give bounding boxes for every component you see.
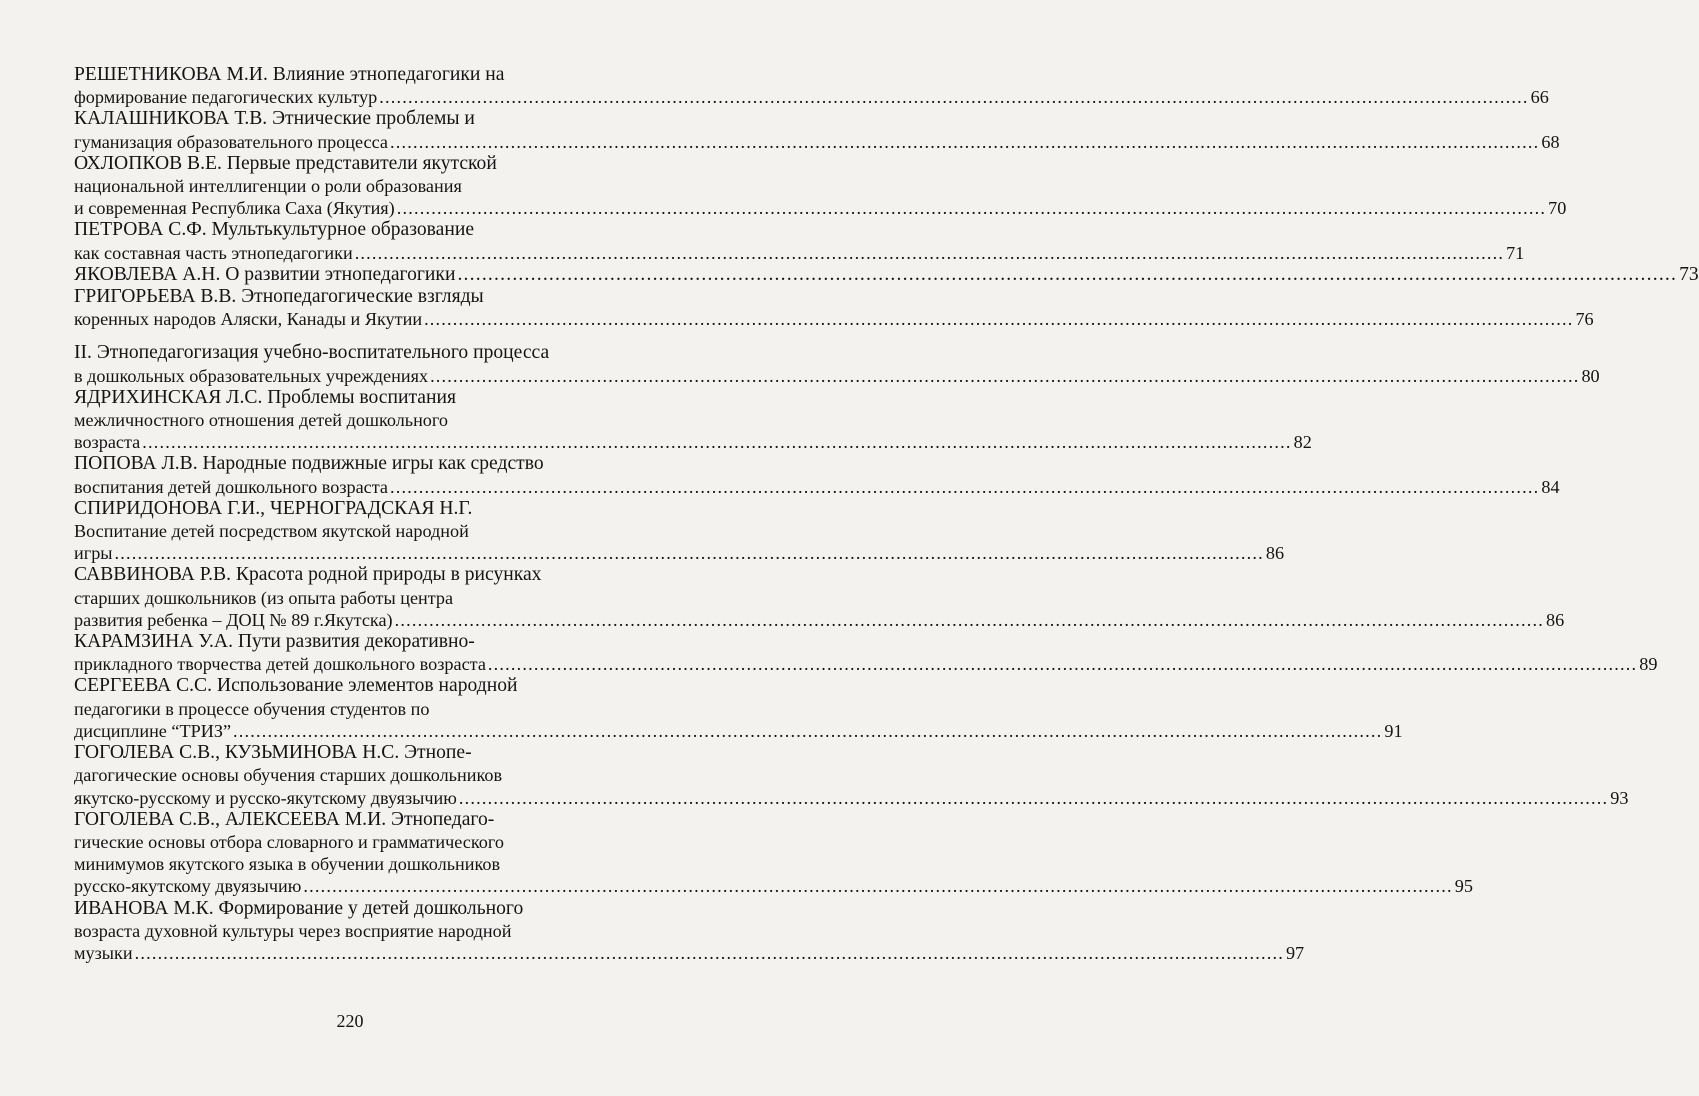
toc-entry-last-line (74, 308, 1594, 330)
toc-entry-text: якутско-русскому и русско-якутскому двуязычию (74, 787, 457, 808)
dot-leader: ........................................................................................................................................................................................................ (390, 131, 1540, 152)
toc-page-number: 93 (1610, 787, 1629, 808)
toc-entry-line: старших дошкольников (из опыта работы центра (74, 587, 454, 608)
toc-page-number: 66 (1530, 87, 1549, 108)
toc-entry-line: ГОГОЛЕВА С.В., КУЗЬМИНОВА Н.С. Этнопе- (74, 742, 472, 764)
toc-entry (74, 219, 1525, 263)
toc-entry-text: развития ребенка – ДОЦ № 89 г.Якутска) (74, 609, 393, 630)
toc-page-number: 91 (1384, 720, 1403, 741)
toc-entry-line: ГОГОЛЕВА С.В., АЛЕКСЕЕВА М.И. Этнопедаго- (74, 808, 495, 830)
toc-entry-text: воспитания детей дошкольного возраста (74, 476, 388, 497)
toc-page-number: 82 (1293, 432, 1312, 453)
dot-leader: ........................................................................................................................................................................................................ (458, 787, 1609, 808)
toc-entry (74, 286, 1594, 330)
toc-page-number: 97 (1285, 942, 1305, 963)
toc-entry-line: КАЛАШНИКОВА Т.В. Этнические проблемы и (74, 108, 475, 130)
toc-entry-line: ЯДРИХИНСКАЯ Л.С. Проблемы воспитания (74, 386, 456, 408)
toc-entry (74, 497, 1285, 565)
toc-entry-line: РЕШЕТНИКОВА М.И. Влияние этнопедагогики на (74, 64, 505, 85)
toc-page-number: 68 (1541, 131, 1560, 152)
toc-entry-line: национальной интеллигенции о роли образования (74, 176, 462, 197)
toc-entry (74, 386, 1312, 454)
toc-entry-last-line (74, 431, 1312, 453)
toc-entry-line: II. Этнопедагогизация учебно-воспитательного процесса (74, 342, 550, 364)
toc-entry-text: музыки (74, 942, 133, 963)
toc-entry-line: ПЕТРОВА С.Ф. Мультькультурное образование (74, 219, 475, 241)
toc-entry-last-line (74, 197, 1567, 219)
toc-entry (74, 263, 1699, 286)
toc-entry-text: игры (74, 543, 113, 564)
toc-entry (74, 342, 1600, 386)
toc-entry-text: формирование педагогических культур (74, 87, 378, 108)
toc-entry-text: ЯКОВЛЕВА А.Н. О развитии этнопедагогики (74, 263, 456, 285)
toc-entry-line: минимумов якутского языка в обучении дошкольников (74, 854, 501, 875)
toc-entry-text: гуманизация образовательного процесса (74, 131, 388, 152)
toc-entry-last-line (74, 942, 1305, 964)
toc-entry (74, 64, 1549, 108)
toc-entry-line: дагогические основы обучения старших дошкольников (74, 765, 503, 786)
toc-entry (74, 897, 1305, 965)
toc-entry (74, 675, 1403, 742)
toc-page-number: 80 (1581, 365, 1600, 386)
toc-entry-text: дисциплине “ТРИЗ” (74, 720, 232, 741)
toc-entry-line: ОХЛОПКОВ В.Е. Первые представители якутской (74, 152, 497, 174)
toc-entry (74, 108, 1560, 152)
toc-entry-line: ПОПОВА Л.В. Народные подвижные игры как средство (74, 453, 544, 475)
dot-leader: ........................................................................................................................................................................................................ (142, 432, 1292, 453)
toc-entry-last-line (74, 263, 1699, 286)
toc-page-number: 76 (1575, 309, 1594, 330)
toc-entry-last-line (74, 242, 1525, 264)
toc-entry-line: ГРИГОРЬЕВА В.В. Этнопедагогические взгляды (74, 286, 484, 308)
dot-leader: ........................................................................................................................................................................................................ (114, 543, 1264, 564)
toc-entry-text: возраста (74, 432, 141, 453)
toc-entry-line: педагогики в процессе обучения студентов по (74, 698, 430, 719)
toc-entry-last-line (74, 365, 1600, 387)
toc-page-number: 95 (1454, 876, 1473, 897)
toc-entry (74, 808, 1473, 898)
dot-leader: ........................................................................................................................................................................................................ (379, 87, 1529, 108)
toc-entry-line: гические основы отбора словарного и грамматического (74, 831, 504, 852)
dot-leader: ........................................................................................................................................................................................................ (303, 876, 1453, 897)
toc-entry-last-line (74, 609, 1565, 631)
toc-page-number: 86 (1265, 543, 1285, 564)
toc-entry-text: прикладного творчества детей дошкольного возраста (74, 654, 486, 675)
dot-leader: ........................................................................................................................................................................................................ (430, 365, 1580, 386)
toc-entry (74, 564, 1565, 631)
dot-leader: ........................................................................................................................................................................................................ (487, 654, 1638, 675)
dot-leader: ........................................................................................................................................................................................................ (354, 242, 1505, 263)
toc-entry-last-line (74, 653, 1658, 675)
toc-entry-last-line (74, 787, 1629, 809)
section-gap (74, 330, 580, 342)
toc-entry-line: СЕРГЕЕВА С.С. Использование элементов народной (74, 675, 518, 697)
toc-entry-last-line (74, 720, 1403, 742)
toc-entry-text: и современная Республика Саха (Якутия) (74, 198, 395, 219)
toc-entry-line: Воспитание детей посредством якутской народной (74, 521, 469, 542)
dot-leader: ........................................................................................................................................................................................................ (134, 942, 1284, 963)
toc-entry-line: КАРАМЗИНА У.А. Пути развития декоративно- (74, 631, 475, 653)
toc-page-number: 86 (1546, 609, 1565, 630)
dot-leader: ........................................................................................................................................................................................................ (233, 720, 1383, 741)
toc-entry-line: СПИРИДОНОВА Г.И., ЧЕРНОГРАДСКАЯ Н.Г. (74, 497, 473, 519)
toc-page-number: 71 (1506, 242, 1525, 263)
toc-page-number: 84 (1541, 476, 1560, 497)
toc-page-number: 89 (1639, 654, 1658, 675)
toc-entry-last-line (74, 86, 1549, 108)
toc-entry (74, 453, 1560, 497)
page-number: 220 (336, 1011, 364, 1031)
toc-page-number: 70 (1548, 198, 1567, 219)
toc-entry-last-line (74, 131, 1560, 153)
toc-entry-text: коренных народов Аляски, Канады и Якутии (74, 309, 423, 330)
toc-entry-last-line (74, 542, 1285, 564)
toc-entry (74, 742, 1629, 809)
toc-entry-line: возраста духовной культуры через восприятие народной (74, 920, 512, 941)
dot-leader: ........................................................................................................................................................................................................ (424, 309, 1574, 330)
toc-entry (74, 152, 1567, 220)
toc-entry-line: ИВАНОВА М.К. Формирование у детей дошкольного (74, 897, 524, 919)
toc-entry-text: как составная часть этнопедагогики (74, 242, 353, 263)
toc-entry-text: русско-якутскому двуязычию (74, 876, 302, 897)
dot-leader: ........................................................................................................................................................................................................ (396, 198, 1547, 219)
toc-entry-text: в дошкольных образовательных учреждениях (74, 365, 429, 386)
dot-leader: ........................................................................................................................................................................................................ (394, 609, 1544, 630)
table-of-contents (74, 64, 1699, 964)
toc-entry-last-line (74, 476, 1560, 498)
toc-entry-line: САВВИНОВА Р.В. Красота родной природы в рисунках (74, 564, 542, 586)
toc-entry-last-line (74, 875, 1473, 897)
toc-entry-line: межличностного отношения детей дошкольного (74, 410, 449, 431)
dot-leader: ........................................................................................................................................................................................................ (389, 476, 1540, 497)
toc-page-number: 73 (1679, 263, 1699, 285)
toc-entry (74, 631, 1658, 675)
dot-leader: ........................................................................................................................................................................................................ (457, 263, 1678, 285)
